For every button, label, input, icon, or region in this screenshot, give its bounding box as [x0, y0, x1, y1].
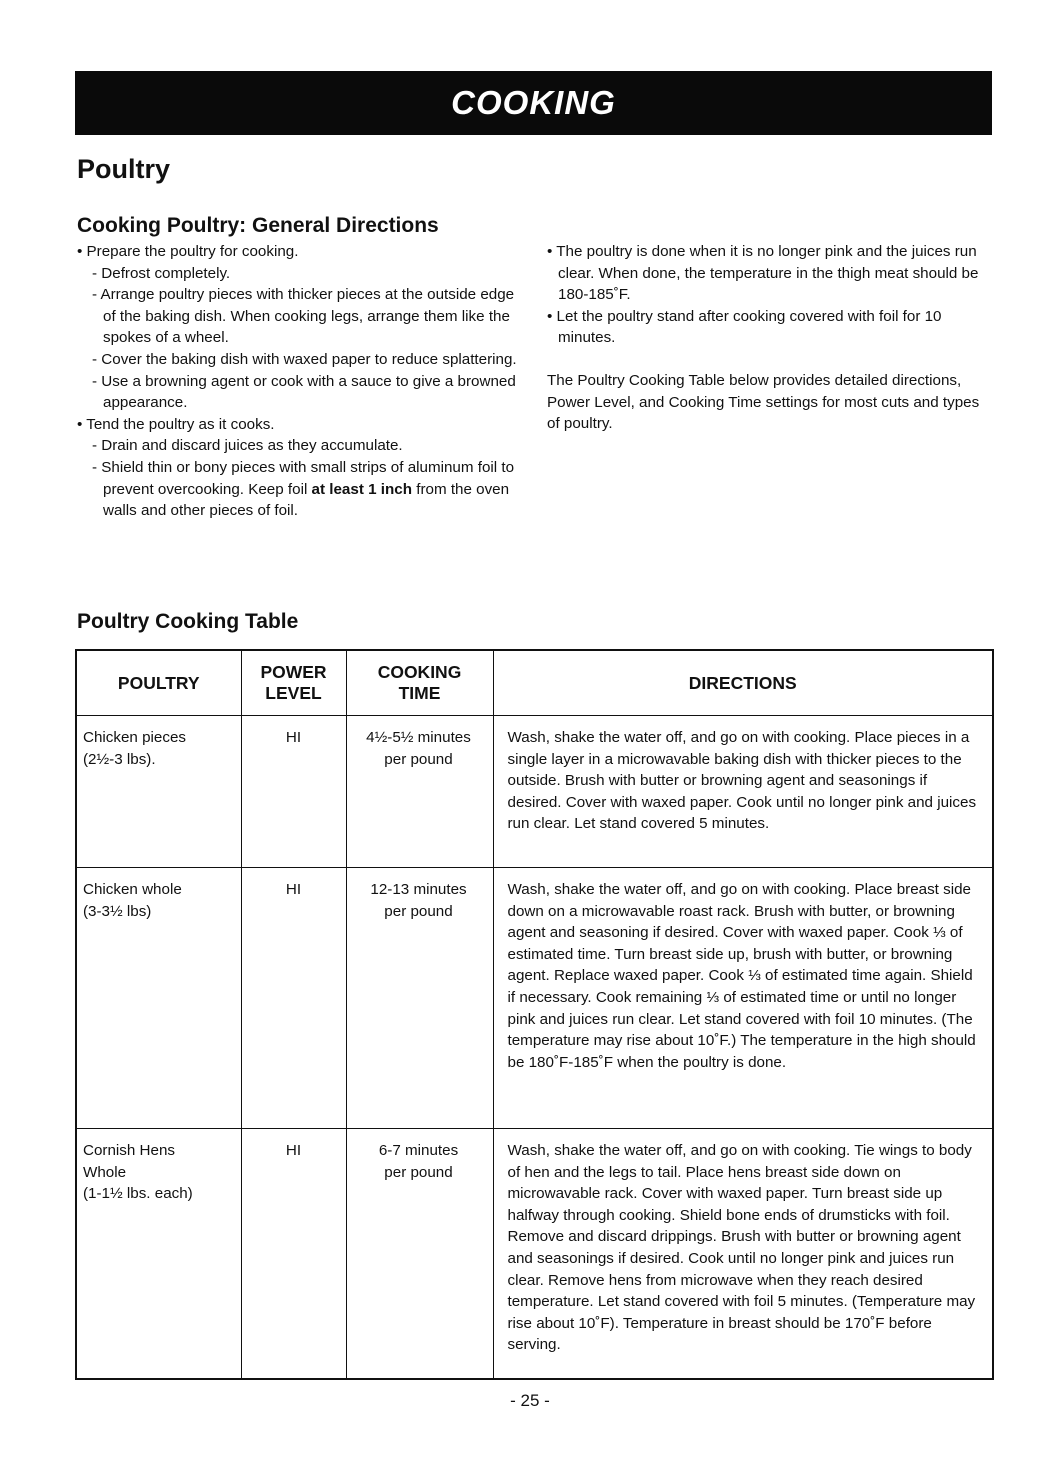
cell-directions: Wash, shake the water off, and go on with cooking. Tie wings to body of hen and the legs to tail. Place hens breast side down on microwavable rack. Cover with waxed paper. Turn breast side up halfway through cooking. Shield bone ends of drumsticks with foil. Remove and discard drippings. Brush with butter or browning agent and seasonings if desired. Cook until no longer pink and juices run clear. Remove hens from microwave when they reach desired temperature. Let stand covered with foil 5 minutes. (Temperature may rise about 10˚F). Temperature in breast should be 170˚F before serving. — [493, 1129, 993, 1380]
time-unit: per pound — [384, 750, 453, 768]
section-title: Poultry — [77, 154, 171, 184]
cell-power-level: HI — [241, 868, 346, 1129]
directions-step-cover: - Cover the baking dish with waxed paper to reduce splattering. — [92, 350, 517, 368]
table-row — [76, 868, 993, 1129]
page-number: - 25 - — [510, 1391, 550, 1410]
directions-step-shield — [77, 457, 527, 522]
header-directions: DIRECTIONS — [493, 650, 993, 716]
header-poultry: POULTRY — [76, 650, 241, 716]
directions-left-column — [77, 241, 527, 522]
header-power-level — [241, 650, 346, 716]
table-header-row — [76, 650, 993, 716]
directions-step-browning: - Use a browning agent or cook with a sauce to give a browned appearance. — [92, 372, 516, 412]
time-value: 12-13 minutes — [370, 881, 467, 898]
directions-bullet-prepare: • Prepare the poultry for cooking. — [77, 243, 299, 260]
header-time-line2: TIME — [398, 683, 441, 703]
cell-power-level: HI — [241, 716, 346, 868]
table-heading: Poultry Cooking Table — [77, 610, 299, 633]
chapter-banner — [75, 71, 992, 135]
directions-heading: Cooking Poultry: General Directions — [77, 214, 439, 237]
table-row — [76, 1129, 993, 1380]
cell-poultry — [76, 716, 241, 868]
header-power-line1: POWER — [260, 662, 327, 682]
poultry-form: Whole — [83, 1163, 127, 1181]
chapter-title: COOKING — [451, 84, 616, 121]
header-cooking-time — [346, 650, 493, 716]
poultry-weight: (2½-3 lbs). — [83, 750, 156, 768]
cell-cooking-time — [346, 1129, 493, 1380]
directions-right-column — [547, 241, 992, 435]
time-value: 6-7 minutes — [378, 1142, 459, 1159]
cell-directions: Wash, shake the water off, and go on with cooking. Place pieces in a single layer in a microwavable baking dish with thicker pieces to the outside. Brush with butter or browning agent and seasonings if desired. Cover with waxed paper. Cook until no longer pink and juices run clear. Let stand covered 5 minutes. — [493, 716, 993, 868]
poultry-weight: (3-3½ lbs) — [83, 902, 152, 920]
cell-cooking-time — [346, 868, 493, 1129]
directions-bullet-done: • The poultry is done when it is no longer pink and the juices run clear. When done, the temperature in the thigh meat should be 180-185˚F. — [547, 243, 979, 304]
time-unit: per pound — [384, 1163, 453, 1181]
time-unit: per pound — [384, 902, 453, 920]
cell-power-level: HI — [241, 1129, 346, 1380]
cell-poultry — [76, 1129, 241, 1380]
directions-bullet-tend: • Tend the poultry as it cooks. — [77, 415, 275, 433]
header-power-line2: LEVEL — [265, 683, 322, 703]
cell-cooking-time — [346, 716, 493, 868]
cell-directions: Wash, shake the water off, and go on with cooking. Place breast side down on a microwavable roast rack. Brush with butter, or browning agent and seasoning if desired. Cover with waxed paper. Cook ⅓ of estimated time. Turn breast side up, brush with butter, or browning agent. Replace waxed paper. Cook ⅓ of estimated time again. Shield if necessary. Cook remaining ⅓ of estimated time or until no longer pink and juices run clear. Let stand covered with foil 10 minutes. (The temperature may rise about 10˚F.) The temperature in the high should be 180˚F-185˚F when the poultry is done. — [493, 868, 993, 1129]
table-row — [76, 716, 993, 868]
header-time-line1: COOKING — [377, 662, 462, 682]
poultry-name: Chicken whole — [83, 881, 182, 898]
shield-text-start: - Shield thin or bony pieces with small strips of aluminum foil to prevent overcooking. Keep foil — [92, 458, 515, 498]
directions-step-drain: - Drain and discard juices as they accumulate. — [92, 437, 403, 455]
time-value: 4½-5½ minutes — [366, 729, 471, 746]
poultry-name: Cornish Hens — [83, 1142, 176, 1159]
directions-step-arrange: - Arrange poultry pieces with thicker pieces at the outside edge of the baking dish. When cooking legs, arrange them like the spokes of a wheel. — [92, 286, 515, 347]
poultry-cooking-table — [75, 649, 994, 1380]
cell-poultry — [76, 868, 241, 1129]
poultry-weight: (1-1½ lbs. each) — [83, 1185, 193, 1203]
directions-step-defrost: - Defrost completely. — [92, 264, 231, 282]
shield-text-end: from the oven walls and other pieces of foil. — [103, 480, 510, 520]
directions-bullet-stand: • Let the poultry stand after cooking covered with foil for 10 minutes. — [547, 307, 942, 347]
directions-table-note: The Poultry Cooking Table below provides detailed directions, Power Level, and Cooking Time settings for most cuts and types of poultry. — [547, 371, 980, 433]
shield-text-emphasis: at least 1 inch — [311, 480, 412, 498]
poultry-name: Chicken pieces — [83, 729, 186, 746]
